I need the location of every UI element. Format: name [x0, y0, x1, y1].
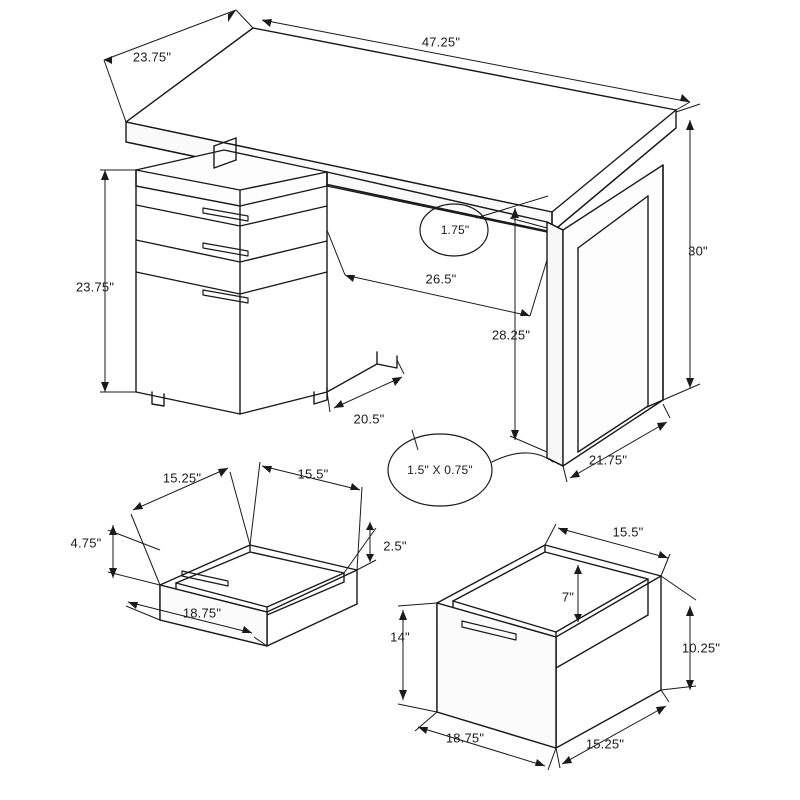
label-clearance-width: 26.5" [425, 271, 457, 287]
left-cabinet [136, 138, 327, 414]
label-leg-thickness: 1.75" [440, 223, 470, 237]
label-bar-section: 1.5" X 0.75" [407, 463, 473, 477]
callout-circles [388, 204, 553, 506]
label-cabinet-depth-bottom: 20.5" [353, 411, 385, 427]
label-large-drawer-width-top: 15.5" [612, 524, 644, 540]
label-small-drawer-depth-top: 15.25" [162, 470, 202, 486]
label-leg-depth: 21.75" [588, 452, 628, 468]
label-large-drawer-front-height: 14" [390, 629, 410, 645]
label-small-drawer-width-top: 15.5" [297, 466, 329, 482]
label-large-drawer-side-height: 10.25" [681, 640, 721, 656]
label-small-drawer-side-height: 2.5" [383, 538, 407, 554]
label-small-drawer-front-width: 18.75" [182, 605, 222, 621]
label-desk-width-top: 47.25" [421, 34, 461, 50]
large-drawer [437, 545, 661, 748]
small-drawer [160, 545, 357, 646]
label-knee-height: 28.25" [491, 327, 531, 343]
label-desk-depth-top: 23.75" [132, 49, 172, 65]
right-leg-frame [547, 165, 663, 466]
label-desk-height-right: 30" [688, 243, 708, 259]
label-large-drawer-depth-bottom: 15.25" [585, 736, 625, 752]
label-large-drawer-inner-height: 7" [561, 589, 575, 605]
label-cabinet-height-left: 23.75" [75, 279, 115, 295]
label-large-drawer-front-width: 18.75" [445, 730, 485, 746]
label-small-drawer-height-left: 4.75" [70, 535, 102, 551]
